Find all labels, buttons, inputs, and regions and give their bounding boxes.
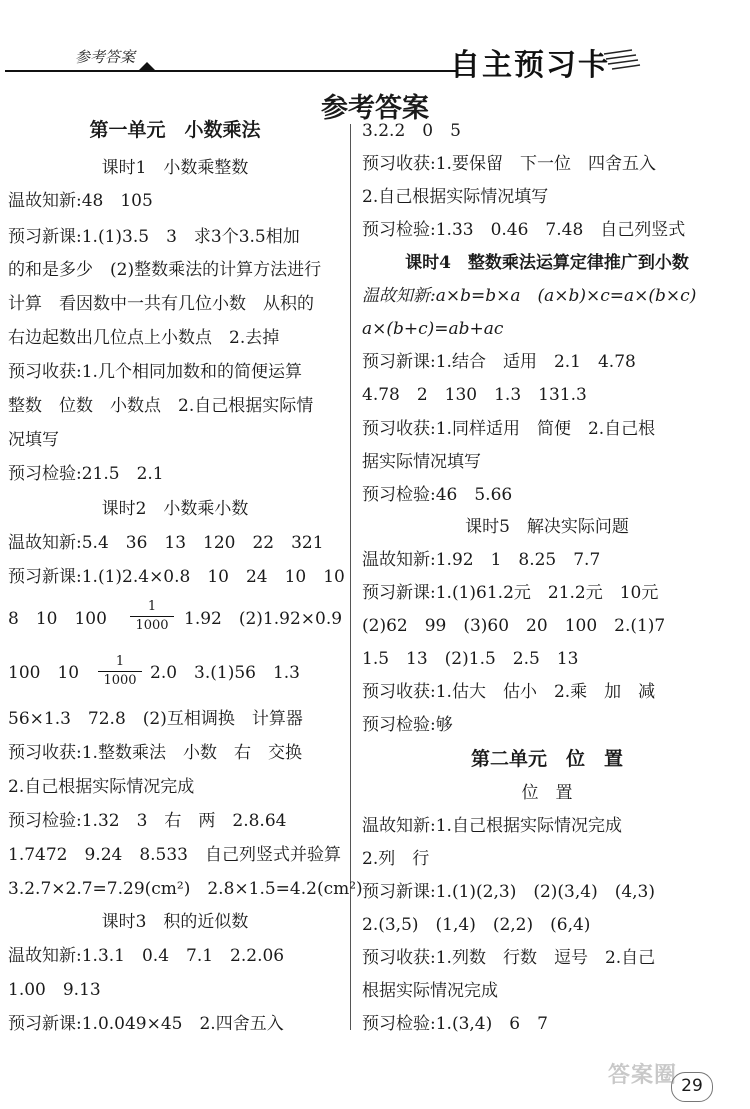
text-line: 1.00 9.13 (8, 980, 101, 1000)
fraction-denominator: 1000 (135, 618, 169, 634)
text-line: 据实际情况填写 (362, 452, 481, 472)
text-line: 根据实际情况完成 (362, 981, 498, 1001)
text-line: 预习收获:1.要保留 下一位 四舍五入 (362, 154, 656, 174)
text-line: 1.7472 9.24 8.533 自己列竖式并验算 (8, 845, 342, 865)
text-line: 预习收获:1.估大 估小 2.乘 加 减 (362, 682, 656, 702)
header-triangle (138, 62, 156, 71)
text-line: 1.5 13 (2)1.5 2.5 13 (362, 649, 579, 669)
text-line: 预习收获:1.列数 行数 逗号 2.自己 (362, 948, 656, 968)
unit1-title: 第一单元 小数乘法 (89, 119, 261, 141)
text-line: 温故知新:48 105 (8, 191, 153, 211)
text-line: 2.列 行 (362, 849, 430, 869)
fraction-numerator: 1 (98, 654, 142, 672)
fraction-denominator: 1000 (103, 673, 137, 689)
text-line: 预习检验:1.32 3 右 两 2.8.64 (8, 811, 287, 831)
text-line: 预习检验:21.5 2.1 (8, 464, 164, 484)
text-line: 的和是多少 (2)整数乘法的计算方法进行 (8, 260, 322, 280)
lesson1-title: 课时1 小数乘整数 (101, 158, 249, 178)
text-line: 整数 位数 小数点 2.自己根据实际情 (8, 396, 314, 416)
unit2-title: 第二单元 位 置 (470, 748, 623, 770)
page-number: 29 (681, 1076, 703, 1096)
lesson2-title: 课时2 小数乘小数 (101, 499, 249, 519)
text-line: 预习检验:46 5.66 (362, 485, 513, 505)
pen-icon (602, 46, 642, 72)
fraction (98, 654, 142, 690)
fraction (130, 599, 174, 635)
text-line: 预习新课:1.(1)2.4×0.8 10 24 10 10 (8, 567, 345, 587)
text-line: 预习收获:1.整数乘法 小数 右 交换 (8, 743, 302, 763)
text-line: 2.0 3.(1)56 1.3 (150, 663, 301, 683)
text-line: 况填写 (8, 430, 59, 450)
text-line: 预习检验:1.(3,4) 6 7 (362, 1014, 548, 1034)
text-line: 预习收获:1.同样适用 简便 2.自己根 (362, 419, 656, 439)
text-line: 预习检验:够 (362, 715, 453, 735)
text-line: 4.78 2 130 1.3 131.3 (362, 385, 587, 405)
page-title: 参考答案 (321, 93, 429, 124)
text-line: 2.自己根据实际情况完成 (8, 777, 195, 797)
text-line: 1.92 (2)1.92×0.9 (184, 609, 343, 629)
lesson-position-title: 位 置 (521, 783, 573, 803)
text-line: 预习收获:1.几个相同加数和的简便运算 (8, 362, 302, 382)
text-line: 预习新课:1.(1)61.2元 21.2元 10元 (362, 583, 659, 603)
text-line: 2.(3,5) (1,4) (2,2) (6,4) (362, 915, 591, 935)
text-line: a×(b+c)=ab+ac (362, 319, 504, 339)
lesson5-title: 课时5 解决实际问题 (465, 517, 629, 537)
text-line: (2)62 99 (3)60 20 100 2.(1)7 (362, 616, 666, 636)
watermark: 答案圈 (608, 1063, 678, 1088)
text-line: 温故知新:a×b=b×a (a×b)×c=a×(b×c) (362, 286, 697, 306)
text-line: 预习新课:1.(1)3.5 3 求3个3.5相加 (8, 227, 300, 247)
text-line: 温故知新:1.92 1 8.25 7.7 (362, 550, 601, 570)
text-line: 8 10 100 (8, 609, 107, 629)
text-line: 计算 看因数中一共有几位小数 从积的 (8, 294, 314, 314)
text-line: 56×1.3 72.8 (2)互相调换 计算器 (8, 709, 303, 729)
text-line: 温故知新:5.4 36 13 120 22 321 (8, 533, 324, 553)
text-line: 预习新课:1.0.049×45 2.四舍五入 (8, 1014, 284, 1034)
lesson3-title: 课时3 积的近似数 (101, 912, 249, 932)
text-line: 温故知新:1.自己根据实际情况完成 (362, 816, 622, 836)
brand-title: 自主预习卡 (450, 48, 610, 83)
text-line: 预习新课:1.结合 适用 2.1 4.78 (362, 352, 636, 372)
text-line: 预习新课:1.(1)(2,3) (2)(3,4) (4,3) (362, 882, 656, 902)
text-line: 3.2.2 0 5 (362, 121, 461, 141)
text-line: 100 10 (8, 663, 80, 683)
text-line: 预习检验:1.33 0.46 7.48 自己列竖式 (362, 220, 686, 240)
fraction-numerator: 1 (130, 599, 174, 617)
text-line: 温故知新:1.3.1 0.4 7.1 2.2.06 (8, 946, 285, 966)
lesson4-title: 课时4 整数乘法运算定律推广到小数 (405, 253, 689, 273)
header-label: 参考答案 (75, 48, 136, 66)
header-rule (5, 70, 457, 72)
text-line: 2.自己根据实际情况填写 (362, 187, 549, 207)
text-line: 右边起数出几位点上小数点 2.去掉 (8, 328, 280, 348)
text-line: 3.2.7×2.7=7.29(cm²) 2.8×1.5=4.2(cm²) (8, 879, 363, 899)
